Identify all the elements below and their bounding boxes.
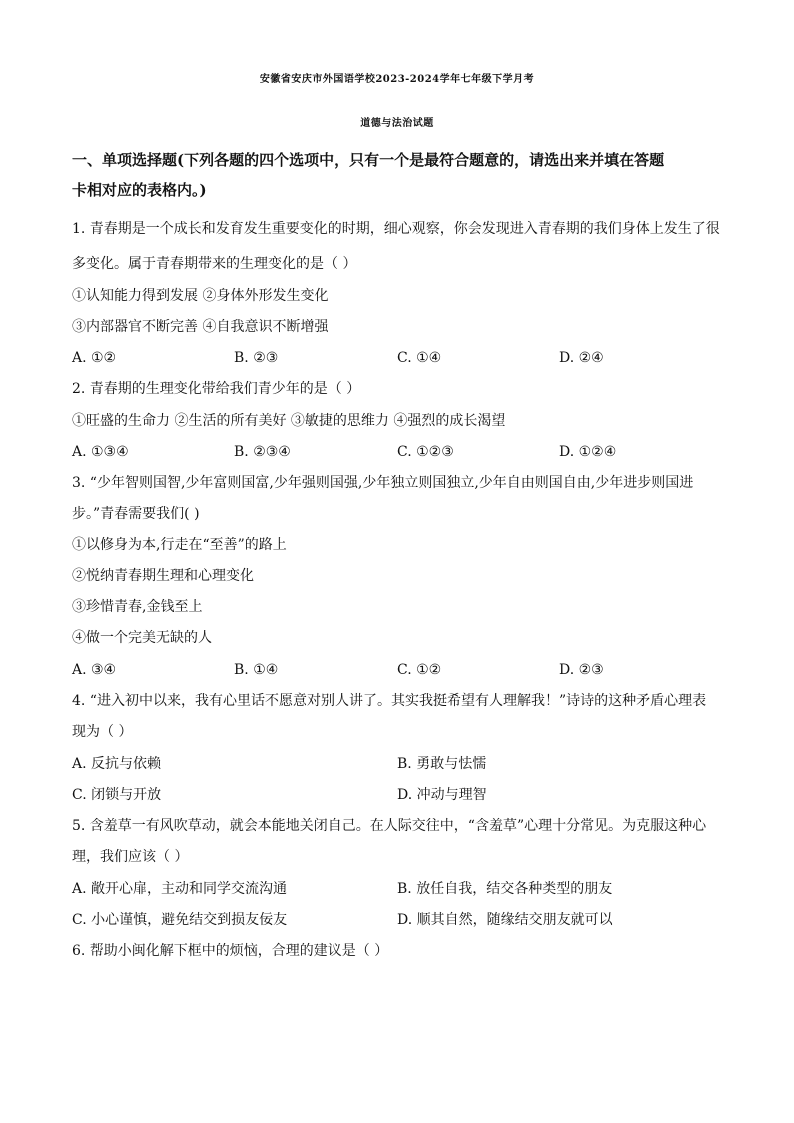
question-1-stem: 1. 青春期是一个成长和发育发生重要变化的时期，细心观察，你会发现进入青春期的我们身体上发生了很: [72, 221, 720, 237]
question-2-option-c: C. ①②③: [397, 444, 454, 460]
question-1-stem-cont: 多变化。属于青春期带来的生理变化的是（ ）: [72, 256, 357, 272]
question-3-statement: ④做一个完美无缺的人: [72, 630, 212, 646]
question-3-stem: 3. “少年智则国智,少年富则国富,少年强则国强,少年独立则国独立,少年自由则国自由,少年进步则国进: [72, 475, 694, 491]
question-2-statement: ①旺盛的生命力 ②生活的所有美好 ③敏捷的思维力 ④强烈的成长渴望: [72, 413, 506, 429]
question-4-option-a: A. 反抗与依赖: [72, 756, 162, 772]
question-3-statement: ②悦纳青春期生理和心理变化: [72, 568, 254, 584]
question-5-stem: 5. 含羞草一有风吹草动，就会本能地关闭自己。在人际交往中，“含羞草”心理十分常见。为克服这种心: [72, 818, 707, 834]
question-5-option-b: B. 放任自我，结交各种类型的朋友: [397, 881, 613, 897]
question-4-stem-cont: 现为（ ）: [72, 724, 133, 740]
question-4-option-d: D. 冲动与理智: [397, 787, 487, 803]
question-1-option-a: A. ①②: [72, 350, 117, 366]
question-2-option-a: A. ①③④: [72, 444, 129, 460]
question-2-option-b: B. ②③④: [234, 444, 291, 460]
question-5-option-c: C. 小心谨慎，避免结交到损友佞友: [72, 912, 288, 928]
question-4-option-b: B. 勇敢与怯懦: [397, 756, 487, 772]
question-3-option-c: C. ①②: [397, 662, 442, 678]
question-3-option-d: D. ②③: [559, 662, 604, 678]
exam-subtitle: 道德与法治试题: [360, 118, 434, 129]
section-heading: 一、单项选择题(下列各题的四个选项中，只有一个是最符合题意的，请选出来并填在答题: [72, 151, 665, 169]
question-4-stem: 4. “进入初中以来，我有心里话不愿意对别人讲了。其实我挺希望有人理解我！”诗诗的这种矛盾心理表: [72, 693, 707, 709]
question-3-option-a: A. ③④: [72, 662, 117, 678]
question-2-stem: 2. 青春期的生理变化带给我们青少年的是（ ）: [72, 381, 361, 397]
question-2-option-d: D. ①②④: [559, 444, 617, 460]
question-1-statement: ①认知能力得到发展 ②身体外形发生变化: [72, 288, 329, 304]
question-1-option-d: D. ②④: [559, 350, 604, 366]
question-5-stem-cont: 理，我们应该（ ）: [72, 849, 189, 865]
question-6-stem: 6. 帮助小闽化解下框中的烦恼，合理的建议是（ ）: [72, 943, 389, 959]
question-1-statement: ③内部器官不断完善 ④自我意识不断增强: [72, 319, 329, 335]
question-1-option-b: B. ②③: [234, 350, 279, 366]
question-5-option-d: D. 顺其自然，随缘结交朋友就可以: [397, 912, 613, 928]
question-3-statement: ①以修身为本,行走在“至善”的路上: [72, 537, 287, 553]
section-heading-cont: 卡相对应的表格内。): [72, 181, 207, 199]
question-3-statement: ③珍惜青春,金钱至上: [72, 599, 203, 615]
exam-title: 安徽省安庆市外国语学校2023-2024学年七年级下学月考: [259, 74, 535, 85]
question-3-stem-cont: 步。”青春需要我们( ): [72, 506, 200, 522]
question-5-option-a: A. 敞开心扉，主动和同学交流沟通: [72, 881, 288, 897]
question-1-option-c: C. ①④: [397, 350, 442, 366]
question-3-option-b: B. ①④: [234, 662, 279, 678]
question-4-option-c: C. 闭锁与开放: [72, 787, 162, 803]
